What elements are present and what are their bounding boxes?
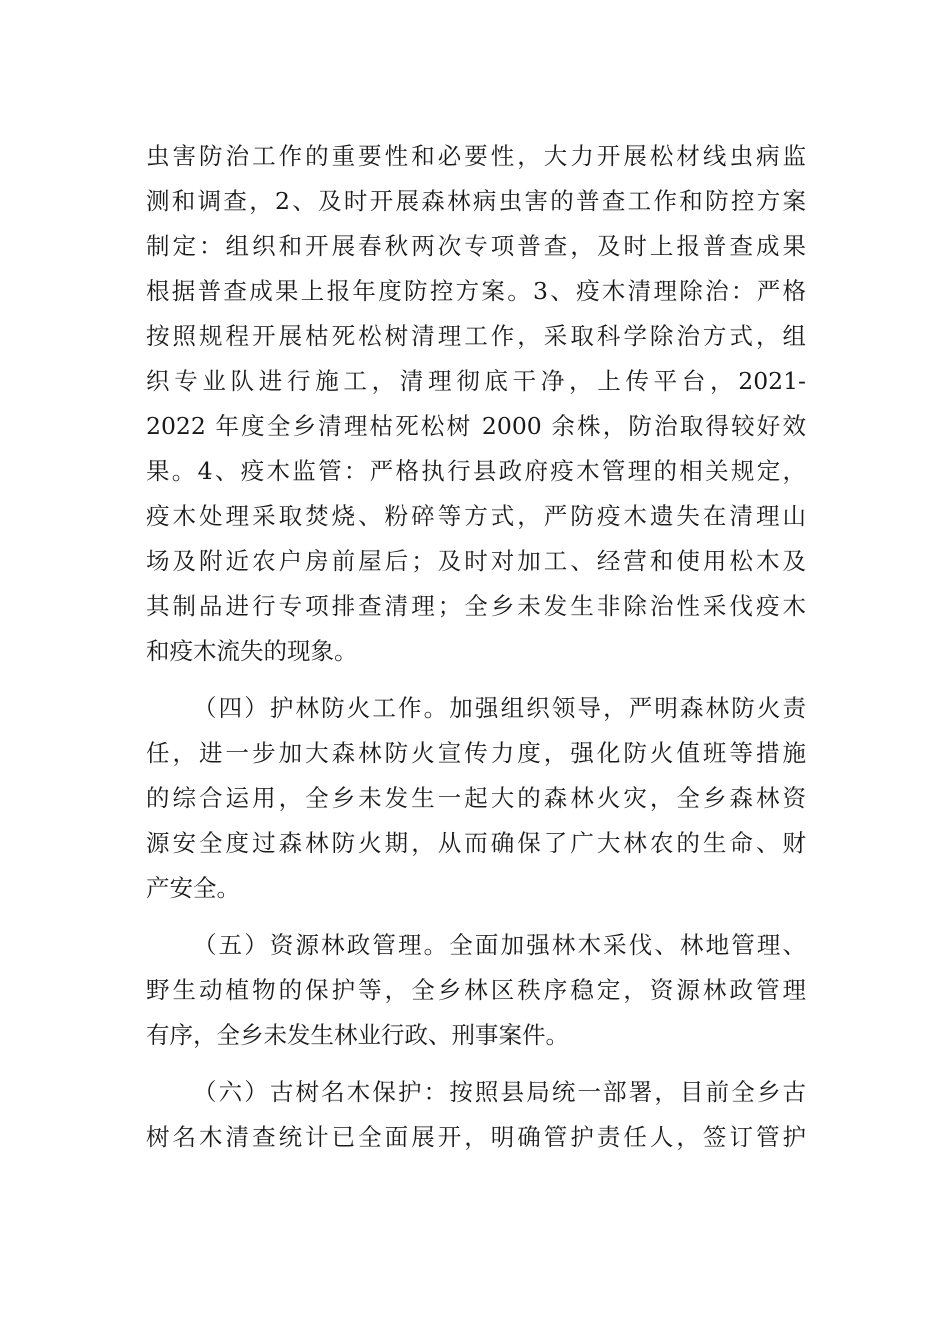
text-line: 任，进一步加大森林防火宣传力度，强化防火值班等措施 bbox=[146, 739, 806, 767]
text-line: 的综合运用，全乡未发生一起大的森林火灾，全乡森林资 bbox=[146, 784, 806, 812]
text-line: 其制品进行专项排查清理；全乡未发生非除治性采伐疫木 bbox=[146, 592, 806, 620]
text-line: 2022 年度全乡清理枯死松树 2000 余株，防治取得较好效 bbox=[146, 412, 806, 440]
text-line: （四）护林防火工作。加强组织领导，严明森林防火责 bbox=[193, 694, 806, 722]
text-line: 有序，全乡未发生林业行政、刑事案件。 bbox=[146, 1021, 569, 1049]
text-line: 根据普查成果上报年度防控方案。3、疫木清理除治：严格 bbox=[146, 277, 806, 305]
text-line: （六）古树名木保护：按照县局统一部署，目前全乡古 bbox=[193, 1078, 806, 1106]
text-line: 疫木处理采取焚烧、粉碎等方式，严防疫木遗失在清理山 bbox=[146, 502, 806, 530]
text-line: 和疫木流失的现象。 bbox=[146, 637, 358, 665]
text-line: 产安全。 bbox=[146, 874, 240, 902]
text-line: 树名木清查统计已全面展开，明确管护责任人，签订管护 bbox=[146, 1123, 806, 1151]
text-line: 果。4、疫木监管：严格执行县政府疫木管理的相关规定， bbox=[146, 457, 806, 485]
paragraph-forest-administration bbox=[146, 923, 806, 1058]
paragraph-fire-prevention bbox=[146, 686, 806, 911]
document-body bbox=[146, 134, 806, 1160]
text-line: 织专业队进行施工，清理彻底干净，上传平台，2021- bbox=[146, 367, 806, 395]
text-line: 场及附近农户房前屋后；及时对加工、经营和使用松木及 bbox=[146, 547, 806, 575]
text-line: 制定：组织和开展春秋两次专项普查，及时上报普查成果 bbox=[146, 232, 806, 260]
paragraph-pest-control bbox=[146, 134, 806, 674]
text-line: 源安全度过森林防火期，从而确保了广大林农的生命、财 bbox=[146, 829, 806, 857]
text-line: （五）资源林政管理。全面加强林木采伐、林地管理、 bbox=[193, 931, 806, 959]
text-line: 野生动植物的保护等，全乡林区秩序稳定，资源林政管理 bbox=[146, 976, 806, 1004]
text-line: 虫害防治工作的重要性和必要性，大力开展松材线虫病监 bbox=[146, 142, 806, 170]
text-line: 测和调查，2、及时开展森林病虫害的普查工作和防控方案 bbox=[146, 187, 806, 215]
paragraph-ancient-trees bbox=[146, 1070, 806, 1160]
text-line: 按照规程开展枯死松树清理工作，采取科学除治方式，组 bbox=[146, 322, 806, 350]
